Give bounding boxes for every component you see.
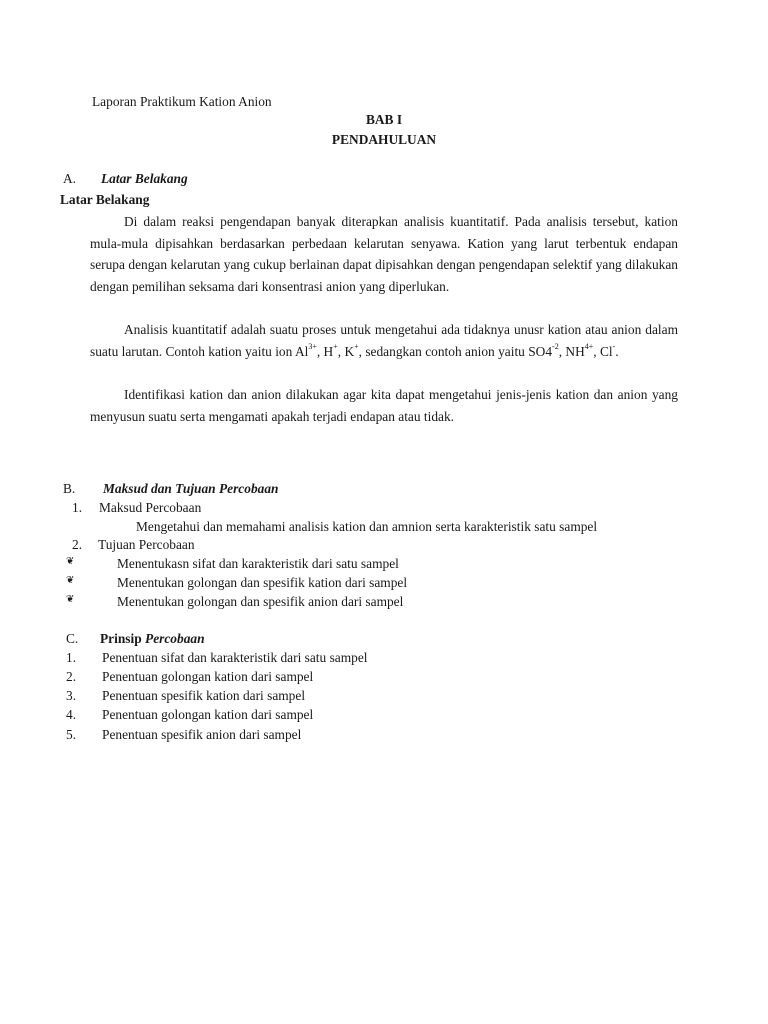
list-item: Penentuan spesifik kation dari sampel: [102, 688, 306, 703]
section-c-marker: C.: [66, 631, 79, 646]
bullet-icon: ❦: [66, 556, 75, 567]
section-c-heading: Prinsip Percobaan: [100, 631, 205, 646]
list-item-number: 2.: [66, 669, 77, 684]
section-b-item1-label: Maksud Percobaan: [99, 500, 202, 515]
bullet-icon: ❦: [66, 575, 75, 586]
list-item-number: 5.: [66, 727, 77, 742]
paragraph-3: Identifikasi kation dan anion dilakukan agar kita dapat mengetahui jenis-jenis kation dan anion yang menyusun suatu serta mengamati apakah terjadi endapan atau tidak.: [90, 387, 678, 424]
section-a-heading: Latar Belakang: [101, 171, 188, 186]
list-item: Penentuan sifat dan karakteristik dari satu sampel: [102, 650, 368, 665]
section-b-heading: Maksud dan Tujuan Percobaan: [103, 481, 279, 496]
section-a-subheading: Latar Belakang: [60, 192, 150, 207]
paragraph-1: Di dalam reaksi pengendapan banyak diterapkan analisis kuantitatif. Pada analisis tersebut, kation mula-mula dipisahkan berdasarkan perbedaan kelarutan senyawa. Kation yang larut terbentuk endapan serupa dengan kelarutan yang cukup berlainan dapat dipisahkan dengan pengendapan selektif yang dilakukan dengan pemilihan seksama dari konsentrasi anion yang diperlukan.: [90, 214, 678, 294]
bullet-item: Menentukan golongan dan spesifik anion dari sampel: [117, 594, 404, 609]
section-b-item1-number: 1.: [72, 500, 83, 515]
chapter-title: PENDAHULUAN: [331, 132, 437, 147]
section-b-item1-text: Mengetahui dan memahami analisis kation dan amnion serta karakteristik satu sampel: [136, 519, 598, 534]
list-item: Penentuan golongan kation dari sampel: [102, 669, 314, 684]
bullet-item: Menentukan golongan dan spesifik kation dari sampel: [117, 575, 408, 590]
report-title: Laporan Praktikum Kation Anion: [92, 94, 272, 109]
section-b-item2-number: 2.: [72, 537, 83, 552]
list-item: Penentuan golongan kation dari sampel: [102, 707, 314, 722]
list-item: Penentuan spesifik anion dari sampel: [102, 727, 302, 742]
list-item-number: 4.: [66, 707, 77, 722]
section-b-marker: B.: [63, 481, 76, 496]
chapter-number: BAB I: [365, 112, 403, 127]
list-item-number: 3.: [66, 688, 77, 703]
paragraph-2: Analisis kuantitatif adalah suatu proses untuk mengetahui ada tidaknya unusr kation atau anion dalam suatu larutan. Contoh kation yaitu ion $Al^{3+}$, H+, K+, sedangkan contoh anion yaitu $SO4^{-2}$, $NH^{4+}$, Cl-.: [90, 322, 678, 359]
section-a-marker: A.: [63, 171, 77, 186]
list-item-number: 1.: [66, 650, 77, 665]
bullet-item: Menentukasn sifat dan karakteristik dari satu sampel: [117, 556, 399, 571]
bullet-icon: ❦: [66, 594, 75, 605]
section-b-item2-label: Tujuan Percobaan: [98, 537, 195, 552]
